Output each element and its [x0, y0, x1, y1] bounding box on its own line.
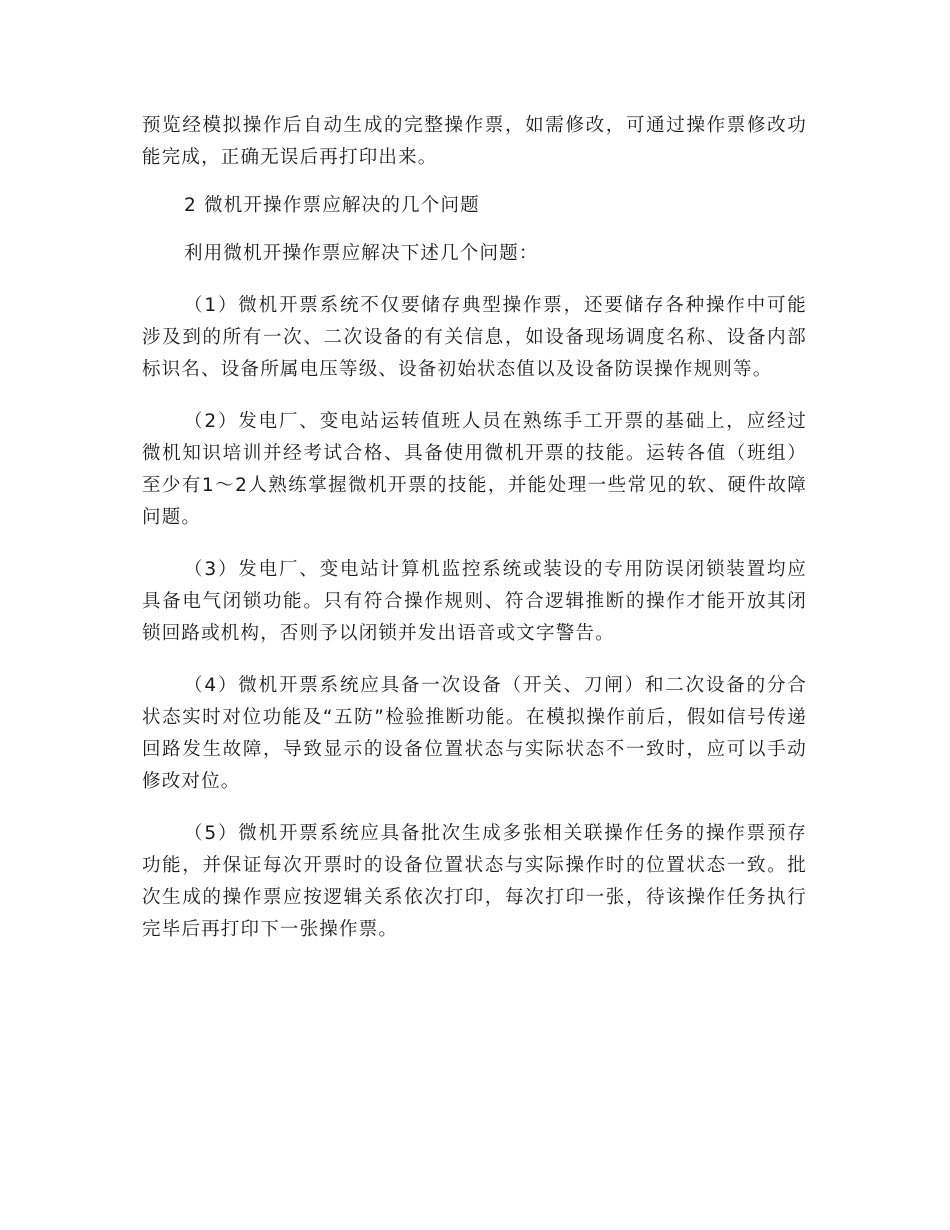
paragraph-continuation: 预览经模拟操作后自动生成的完整操作票，如需修改，可通过操作票修改功能完成，正确无误后再打印出来。 [142, 115, 807, 168]
document-body [142, 110, 807, 946]
paragraph-item-4: （4）微机开票系统应具备一次设备（开关、刀闸）和二次设备的分合状态实时对位功能及“五防”检验推断功能。在模拟操作前后，假如信号传递回路发生故障，导致显示的设备位置状态与实际状态不一致时，应可以手动修改对位。 [142, 675, 807, 792]
paragraph-item-1: （1）微机开票系统不仅要储存典型操作票，还要储存各种操作中可能涉及到的所有一次、二次设备的有关信息，如设备现场调度名称、设备内部标识名、设备所属电压等级、设备初始状态值以及设备防误操作规则等。 [142, 295, 807, 380]
section-heading: 2 微机开操作票应解决的几个问题 [184, 195, 480, 216]
paragraph-item-2: （2）发电厂、变电站运转值班人员在熟练手工开票的基础上，应经过微机知识培训并经考试合格、具备使用微机开票的技能。运转各值（班组）至少有1～2人熟练掌握微机开票的技能，并能处理一些常见的软、硬件故障问题。 [142, 411, 807, 528]
paragraph-intro: 利用微机开操作票应解决下述几个问题： [184, 243, 539, 264]
paragraph-item-3: （3）发电厂、变电站计算机监控系统或装设的专用防误闭锁装置均应具备电气闭锁功能。只有符合操作规则、符合逻辑推断的操作才能开放其闭锁回路或机构，否则予以闭锁并发出语音或文字警告。 [142, 559, 807, 644]
paragraph-item-5: （5）微机开票系统应具备批次生成多张相关联操作任务的操作票预存功能，并保证每次开票时的设备位置状态与实际操作时的位置状态一致。批次生成的操作票应按逻辑关系依次打印，每次打印一张，待该操作任务执行完毕后再打印下一张操作票。 [142, 823, 807, 940]
